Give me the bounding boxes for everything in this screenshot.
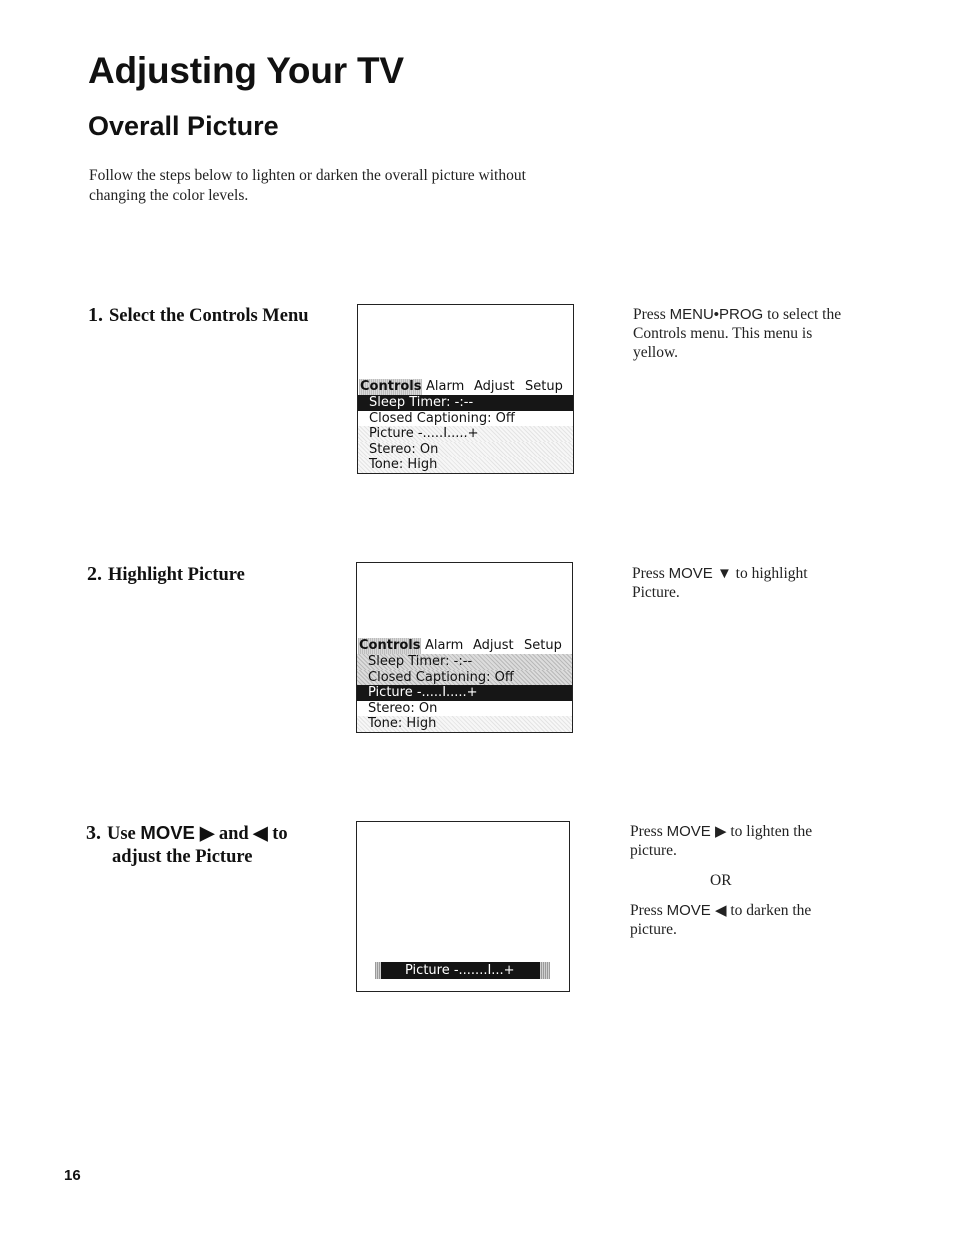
menu-tab-adjust[interactable]: Adjust — [473, 638, 514, 654]
menu-prog-key: MENU•PROG — [669, 306, 764, 323]
page-number: 16 — [64, 1167, 81, 1184]
step-3-title: 3. Use MOVE ▶ and ◀ to adjust the Picture — [86, 822, 288, 867]
menu-tab-adjust[interactable]: Adjust — [474, 379, 515, 395]
picture-slider[interactable]: Picture -.......I...+ — [381, 962, 540, 979]
menu-item-picture[interactable]: Picture -.....I.....+ — [357, 685, 572, 701]
menu-item-picture[interactable]: Picture -.....I.....+ — [358, 426, 573, 442]
step-2-description: Press MOVE ▼ to highlight Picture. — [632, 565, 808, 601]
menu-item-sleep-timer[interactable]: Sleep Timer: -:-- — [357, 654, 572, 670]
menu-tab-bar — [358, 379, 573, 395]
menu-item-closed-captioning[interactable]: Closed Captioning: Off — [358, 411, 573, 427]
step-3-number: 3. — [86, 822, 101, 844]
menu-item-tone[interactable]: Tone: High — [358, 457, 573, 473]
controls-menu-1 — [358, 379, 573, 473]
step-2-title-text: Highlight Picture — [108, 565, 245, 585]
tv-screen-1 — [357, 304, 574, 474]
menu-tab-controls[interactable]: Controls — [360, 379, 422, 395]
tv-screen-3 — [356, 821, 570, 992]
intro-line-1: Follow the steps below to lighten or darken the overall picture without — [89, 167, 526, 184]
step-1-number: 1. — [88, 304, 103, 326]
step-3-description: Press MOVE ▶ to lighten the picture. OR Press MOVE ◀ to darken the picture. — [630, 822, 870, 939]
menu-tab-bar — [357, 638, 572, 654]
move-right-key: MOVE ▶ — [666, 823, 727, 840]
step-1-description: Press MENU•PROG to select the Controls menu. This menu is yellow. — [633, 306, 842, 361]
menu-tab-setup[interactable]: Setup — [524, 638, 562, 654]
menu-item-closed-captioning[interactable]: Closed Captioning: Off — [357, 670, 572, 686]
step-1-title — [88, 304, 309, 328]
tv-screen-2 — [356, 562, 573, 733]
menu-tab-alarm[interactable]: Alarm — [426, 379, 465, 395]
menu-tab-alarm[interactable]: Alarm — [425, 638, 464, 654]
move-down-key: MOVE ▼ — [668, 565, 732, 582]
menu-tab-setup[interactable]: Setup — [525, 379, 563, 395]
or-separator: OR — [710, 872, 732, 889]
move-left-key: ◀ — [253, 822, 268, 843]
menu-item-stereo[interactable]: Stereo: On — [358, 442, 573, 458]
intro-text — [89, 166, 609, 206]
menu-item-sleep-timer[interactable]: Sleep Timer: -:-- — [358, 395, 573, 411]
step-1-title-text: Select the Controls Menu — [109, 306, 309, 326]
section-title: Overall Picture — [88, 111, 279, 141]
page-title: Adjusting Your TV — [88, 50, 404, 91]
menu-item-stereo[interactable]: Stereo: On — [357, 701, 572, 717]
step-3-title-line-2: adjust the Picture — [112, 847, 253, 867]
menu-item-tone[interactable]: Tone: High — [357, 716, 572, 732]
move-right-key: MOVE ▶ — [140, 822, 215, 843]
move-left-key: MOVE ◀ — [666, 902, 727, 919]
menu-tab-controls[interactable]: Controls — [359, 638, 421, 654]
step-2-title — [87, 563, 245, 587]
controls-menu-2 — [357, 638, 572, 732]
intro-line-2: changing the color levels. — [89, 187, 249, 204]
step-2-number: 2. — [87, 563, 102, 585]
